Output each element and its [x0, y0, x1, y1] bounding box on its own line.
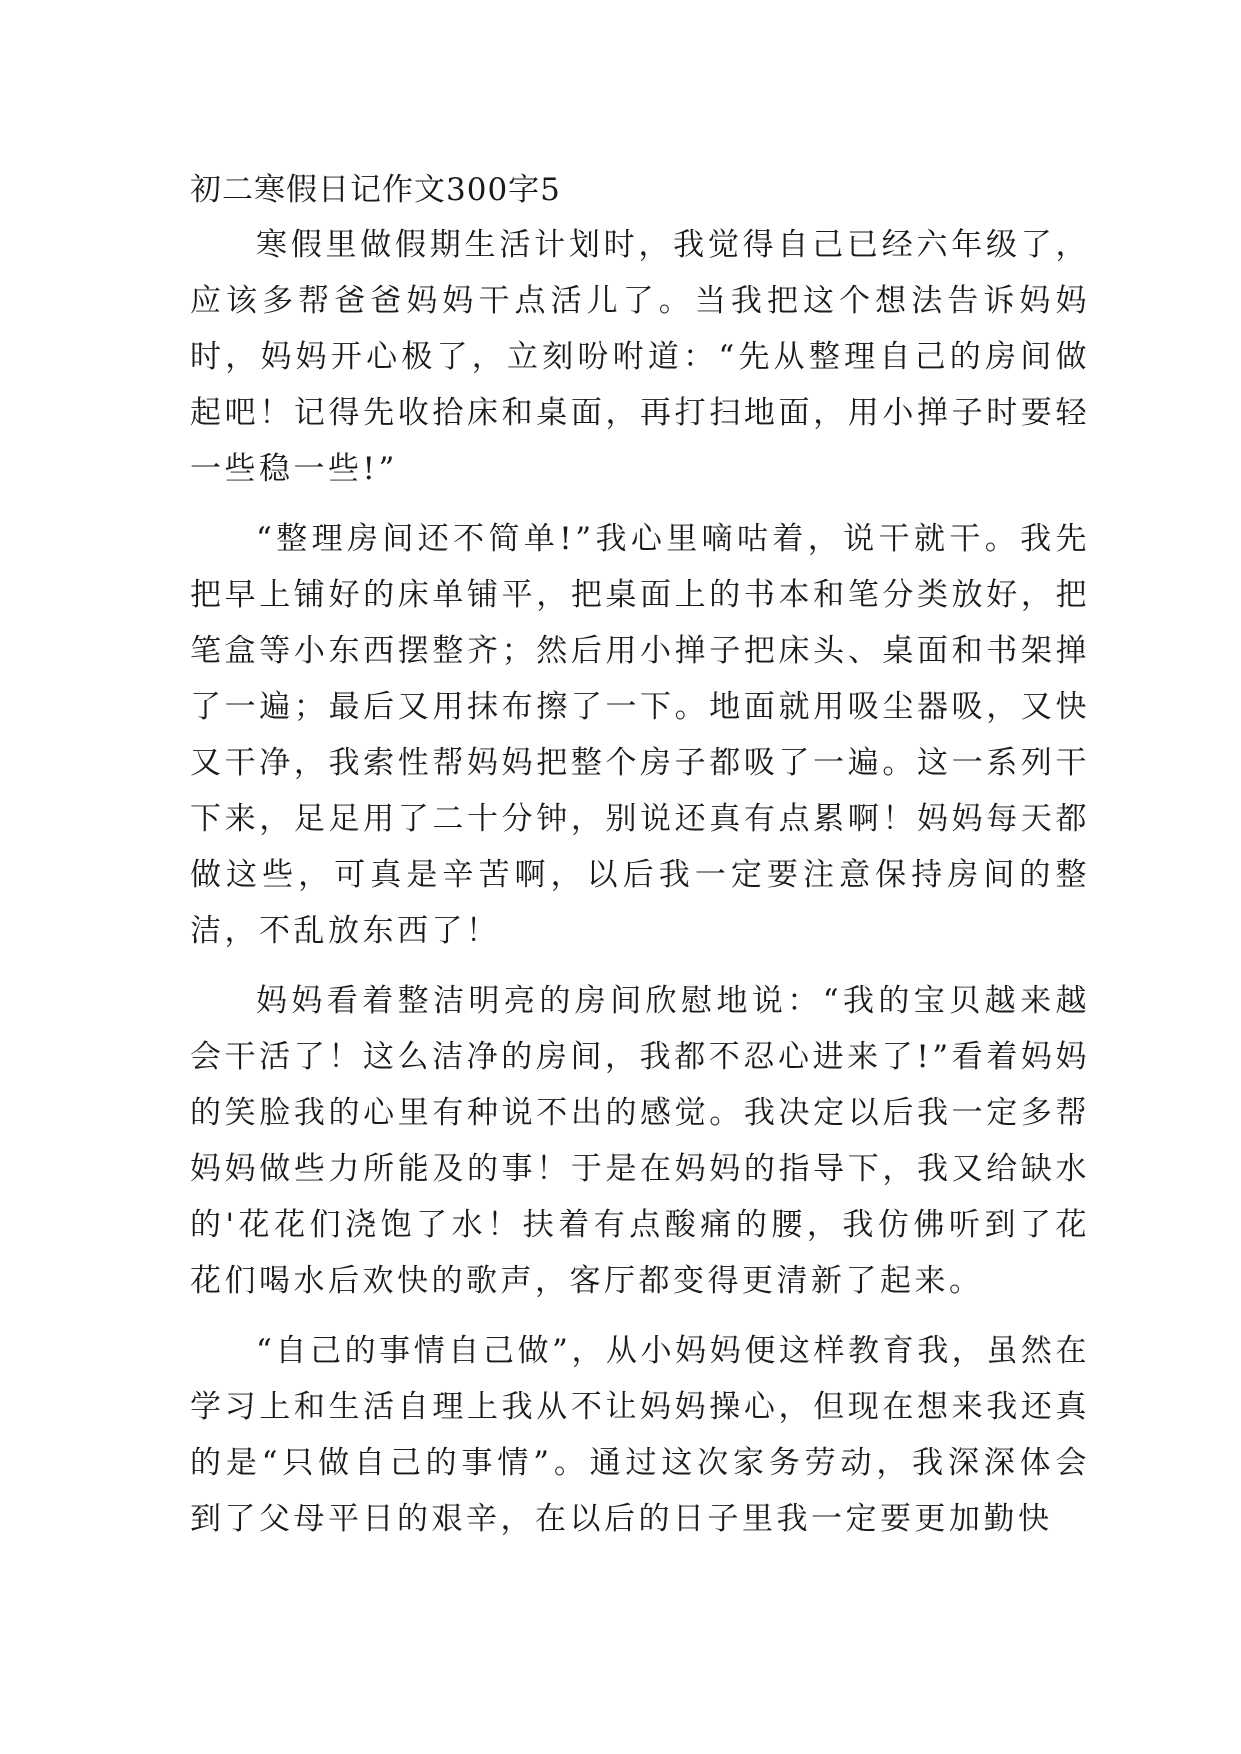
paragraph-4: “自己的事情自己做”，从小妈妈便这样教育我，虽然在学习上和生活自理上我从不让妈妈操心，但现在想来我还真的是“只做自己的事情”。通过这次家务劳动，我深深体会到了父母平日的艰辛，在以后的日子里我一定要更加勤快: [190, 1333, 1090, 1537]
paragraph-2: “整理房间还不简单!”我心里嘀咕着，说干就干。我先把早上铺好的床单铺平，把桌面上的书本和笔分类放好，把笔盒等小东西摆整齐；然后用小掸子把床头、桌面和书架掸了一遍；最后又用抹布擦了一下。地面就用吸尘器吸，又快又干净，我索性帮妈妈把整个房子都吸了一遍。这一系列干下来，足足用了二十分钟，别说还真有点累啊！妈妈每天都做这些，可真是辛苦啊，以后我一定要注意保持房间的整洁，不乱放东西了！: [190, 521, 1090, 949]
paragraph-1: 寒假里做假期生活计划时，我觉得自己已经六年级了，应该多帮爸爸妈妈干点活儿了。当我把这个想法告诉妈妈时，妈妈开心极了，立刻吩咐道：“先从整理自己的房间做起吧！记得先收拾床和桌面，再打扫地面，用小掸子时要轻一些稳一些!”: [190, 227, 1090, 487]
document-title: 初二寒假日记作文300字5: [190, 172, 561, 208]
document-body: [190, 163, 1090, 1561]
paragraph-3: 妈妈看着整洁明亮的房间欣慰地说：“我的宝贝越来越会干活了！这么洁净的房间，我都不忍心进来了!”看着妈妈的笑脸我的心里有种说不出的感觉。我决定以后我一定多帮妈妈做些力所能及的事！于是在妈妈的指导下，我又给缺水的'花花们浇饱了水！扶着有点酸痛的腰，我仿佛听到了花花们喝水后欢快的歌声，客厅都变得更清新了起来。: [190, 983, 1090, 1299]
